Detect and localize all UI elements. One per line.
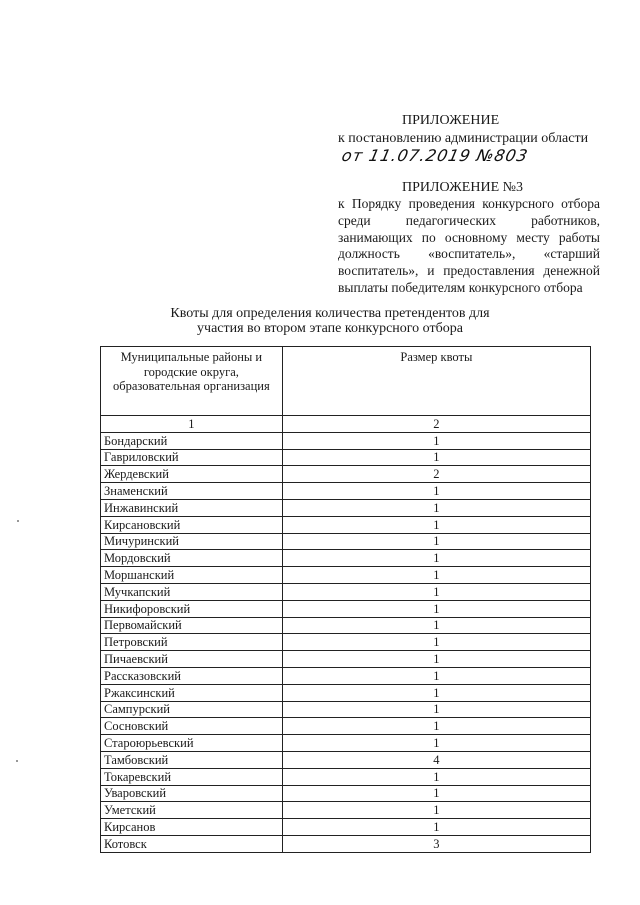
row-municipality-name: Мордовский bbox=[101, 550, 283, 567]
table-row bbox=[101, 617, 591, 634]
row-quota-value: 1 bbox=[282, 617, 590, 634]
row-quota-value: 1 bbox=[282, 768, 590, 785]
table-row bbox=[101, 583, 591, 600]
row-quota-value: 1 bbox=[282, 567, 590, 584]
header-municipality: Муниципальные районы и городские округа, образовательная организация bbox=[101, 347, 283, 416]
row-quota-value: 2 bbox=[282, 466, 590, 483]
table-row bbox=[101, 600, 591, 617]
row-municipality-name: Ржаксинский bbox=[101, 684, 283, 701]
row-quota-value: 3 bbox=[282, 835, 590, 852]
table-body bbox=[101, 416, 591, 853]
table-row bbox=[101, 533, 591, 550]
row-municipality-name: Тамбовский bbox=[101, 751, 283, 768]
row-municipality-name: Сампурский bbox=[101, 701, 283, 718]
column-number-1: 1 bbox=[101, 416, 283, 433]
row-municipality-name: Мучкапский bbox=[101, 583, 283, 600]
scan-dot bbox=[16, 760, 18, 762]
header-quota: Размер квоты bbox=[282, 347, 590, 416]
table-title-line2: участия во втором этапе конкурсного отбора bbox=[197, 321, 463, 336]
table-row bbox=[101, 735, 591, 752]
table-row bbox=[101, 802, 591, 819]
row-quota-value: 4 bbox=[282, 751, 590, 768]
row-quota-value: 1 bbox=[282, 634, 590, 651]
row-quota-value: 1 bbox=[282, 718, 590, 735]
row-municipality-name: Знаменский bbox=[101, 483, 283, 500]
table-row bbox=[101, 483, 591, 500]
appendix3-title: ПРИЛОЖЕНИЕ №3 bbox=[402, 180, 523, 195]
table-row bbox=[101, 567, 591, 584]
row-municipality-name: Жердевский bbox=[101, 466, 283, 483]
row-municipality-name: Первомайский bbox=[101, 617, 283, 634]
table-title-line1: Квоты для определения количества претендентов для bbox=[170, 306, 490, 321]
table-row bbox=[101, 550, 591, 567]
handwritten-date-number: от 11.07.2019 №803 bbox=[339, 146, 531, 165]
table-header-row bbox=[101, 347, 591, 416]
row-municipality-name: Сосновский bbox=[101, 718, 283, 735]
table-row bbox=[101, 466, 591, 483]
row-quota-value: 1 bbox=[282, 802, 590, 819]
row-quota-value: 1 bbox=[282, 701, 590, 718]
table-row bbox=[101, 667, 591, 684]
row-quota-value: 1 bbox=[282, 516, 590, 533]
row-municipality-name: Пичаевский bbox=[101, 651, 283, 668]
row-municipality-name: Уметский bbox=[101, 802, 283, 819]
table-row bbox=[101, 634, 591, 651]
table-row bbox=[101, 819, 591, 836]
row-quota-value: 1 bbox=[282, 651, 590, 668]
table-row bbox=[101, 432, 591, 449]
appendix3-body: к Порядку проведения конкурсного отбора среди педагогических работников, занимающих по основному месту работы должность «воспитатель», «старший воспитатель», и предоставления денежной выплаты победителям конкурсного отбора bbox=[338, 196, 600, 295]
row-quota-value: 1 bbox=[282, 600, 590, 617]
table-row bbox=[101, 684, 591, 701]
row-municipality-name: Бондарский bbox=[101, 432, 283, 449]
row-municipality-name: Токаревский bbox=[101, 768, 283, 785]
table-row bbox=[101, 449, 591, 466]
table-row bbox=[101, 835, 591, 852]
appendix1-title: ПРИЛОЖЕНИЕ bbox=[402, 113, 500, 128]
row-quota-value: 1 bbox=[282, 449, 590, 466]
row-municipality-name: Гавриловский bbox=[101, 449, 283, 466]
row-municipality-name: Кирсанов bbox=[101, 819, 283, 836]
row-quota-value: 1 bbox=[282, 499, 590, 516]
table-title bbox=[150, 306, 510, 336]
table-row bbox=[101, 651, 591, 668]
row-quota-value: 1 bbox=[282, 533, 590, 550]
row-quota-value: 1 bbox=[282, 819, 590, 836]
row-municipality-name: Петровский bbox=[101, 634, 283, 651]
row-municipality-name: Староюрьевский bbox=[101, 735, 283, 752]
appendix1-reference: к постановлению администрации области bbox=[338, 131, 589, 146]
table-row bbox=[101, 768, 591, 785]
table-row bbox=[101, 785, 591, 802]
row-quota-value: 1 bbox=[282, 735, 590, 752]
row-quota-value: 1 bbox=[282, 667, 590, 684]
row-quota-value: 1 bbox=[282, 583, 590, 600]
column-number-2: 2 bbox=[282, 416, 590, 433]
row-quota-value: 1 bbox=[282, 432, 590, 449]
column-number-row bbox=[101, 416, 591, 433]
row-municipality-name: Моршанский bbox=[101, 567, 283, 584]
row-municipality-name: Кирсановский bbox=[101, 516, 283, 533]
row-municipality-name: Котовск bbox=[101, 835, 283, 852]
row-municipality-name: Рассказовский bbox=[101, 667, 283, 684]
row-municipality-name: Мичуринский bbox=[101, 533, 283, 550]
table-row bbox=[101, 701, 591, 718]
quota-table bbox=[100, 346, 591, 853]
row-municipality-name: Инжавинский bbox=[101, 499, 283, 516]
table-row bbox=[101, 751, 591, 768]
row-quota-value: 1 bbox=[282, 550, 590, 567]
row-municipality-name: Никифоровский bbox=[101, 600, 283, 617]
table-row bbox=[101, 718, 591, 735]
row-quota-value: 1 bbox=[282, 785, 590, 802]
scan-dot bbox=[17, 520, 19, 522]
table-row bbox=[101, 516, 591, 533]
table-row bbox=[101, 499, 591, 516]
row-municipality-name: Уваровский bbox=[101, 785, 283, 802]
row-quota-value: 1 bbox=[282, 684, 590, 701]
row-quota-value: 1 bbox=[282, 483, 590, 500]
